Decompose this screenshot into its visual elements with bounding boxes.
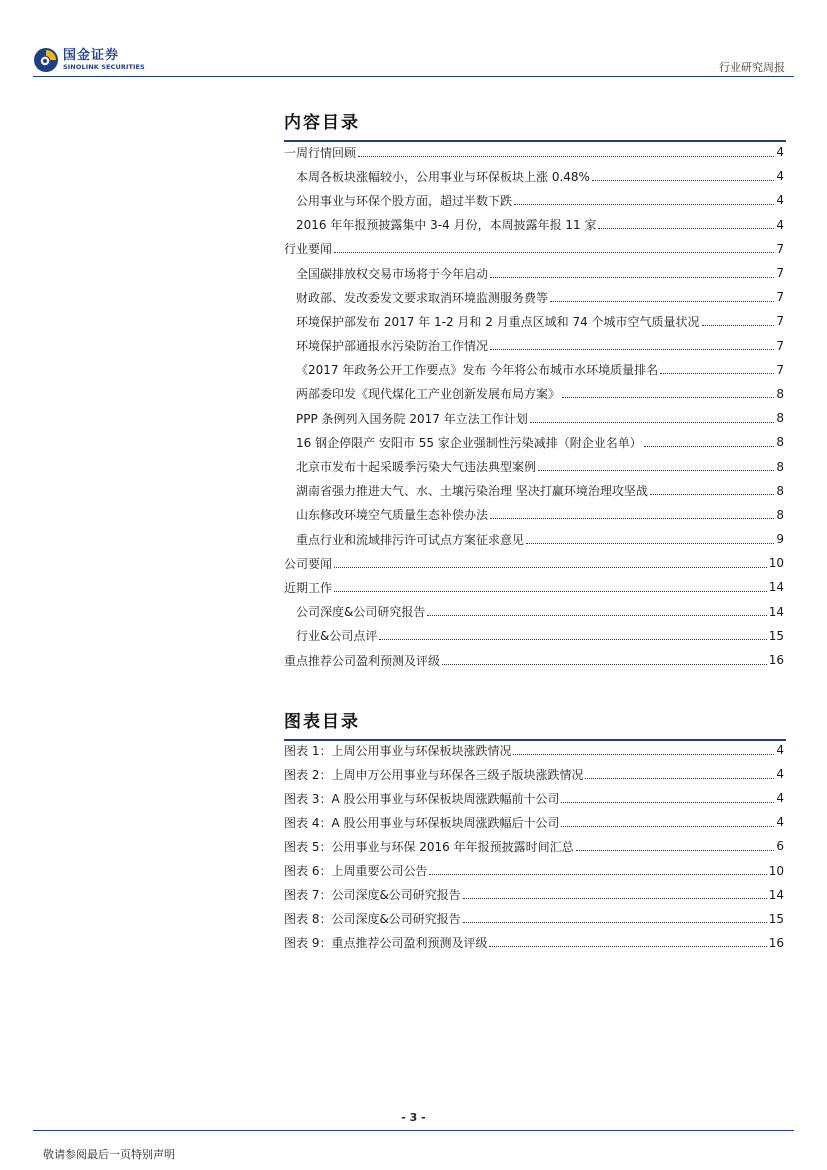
toc-entry-page: 10: [768, 863, 784, 878]
toc-entry-page: 7: [776, 241, 784, 256]
toc-entry-text: 图表 4：A 股公用事业与环保板块周涨跌幅后十公司: [284, 815, 560, 830]
toc-entry-page: 4: [776, 193, 784, 208]
dot-leader: [513, 754, 774, 755]
toc-entry-page: 16: [768, 653, 784, 668]
dot-leader: [530, 422, 775, 423]
toc-entry-text: 公用事业与环保个股方面，超过半数下跌: [296, 193, 513, 208]
toc-entry-page: 8: [776, 411, 784, 426]
toc-entry-page: 8: [776, 483, 784, 498]
dot-leader: [550, 301, 774, 302]
dot-leader: [490, 349, 774, 350]
toc-entry-text: 环境保护部通报水污染防治工作情况: [296, 339, 489, 354]
toc-entry-page: 14: [768, 604, 784, 619]
toc-entry[interactable]: [284, 454, 784, 478]
dot-leader: [490, 518, 774, 519]
toc-entry[interactable]: [284, 140, 784, 164]
toc-entry[interactable]: [284, 786, 784, 810]
toc-entry-text: 公司要闻: [284, 556, 333, 571]
toc-entry[interactable]: [284, 285, 784, 309]
dot-leader: [463, 898, 767, 899]
toc-entry-page: 10: [768, 556, 784, 571]
toc-entry-text: 环境保护部发布 2017 年 1-2 月和 2 月重点区域和 74 个城市空气质量状况: [296, 314, 700, 329]
toc-entry-page: 4: [776, 217, 784, 232]
dot-leader: [379, 639, 766, 640]
toc-entry-text: 2016 年年报预披露集中 3-4 月份，本周披露年报 11 家: [296, 218, 597, 233]
report-type: 行业研究周报: [719, 61, 785, 74]
dot-leader: [650, 494, 775, 495]
toc-entry[interactable]: [284, 931, 784, 955]
toc-entry-text: 湖南省强力推进大气、水、土壤污染治理 坚决打赢环境治理攻坚战: [296, 484, 648, 499]
toc-entry[interactable]: [284, 834, 784, 858]
figures-list: [284, 738, 784, 955]
dot-leader: [358, 156, 774, 157]
dot-leader: [598, 228, 774, 229]
toc-entry[interactable]: [284, 527, 784, 551]
company-name-cn: 国金证券: [63, 48, 120, 64]
toc-entry[interactable]: [284, 575, 784, 599]
toc-entry-text: 图表 8：公司深度&公司研究报告: [284, 912, 461, 927]
toc-entry-page: 4: [776, 791, 784, 806]
toc-entry-page: 8: [776, 507, 784, 522]
toc-entry-text: PPP 条例列入国务院 2017 年立法工作计划: [296, 411, 528, 426]
footer-divider: [33, 1130, 794, 1131]
dot-leader: [334, 567, 767, 568]
dot-leader: [538, 470, 774, 471]
toc-entry[interactable]: [284, 358, 784, 382]
toc-entry[interactable]: [284, 551, 784, 575]
toc-entry-text: 公司深度&公司研究报告: [296, 605, 426, 620]
toc-entry-text: 图表 5：公用事业与环保 2016 年年报预披露时间汇总: [284, 839, 574, 854]
toc-entry-page: 16: [768, 935, 784, 950]
toc-entry[interactable]: [284, 624, 784, 648]
toc-entry-page: 9: [776, 532, 784, 547]
dot-leader: [427, 615, 766, 616]
dot-leader: [489, 946, 766, 947]
toc-entry-text: 图表 6：上周重要公司公告: [284, 864, 428, 879]
contents-title: 内容目录: [284, 113, 360, 133]
toc-entry[interactable]: [284, 237, 784, 261]
toc-entry-text: 重点行业和流域排污许可试点方案征求意见: [296, 532, 525, 547]
dot-leader: [585, 778, 774, 779]
toc-entry-page: 7: [776, 266, 784, 281]
toc-entry-page: 14: [768, 580, 784, 595]
toc-entry[interactable]: [284, 907, 784, 931]
toc-entry-page: 7: [776, 314, 784, 329]
contents-list: [284, 140, 784, 672]
toc-entry-page: 8: [776, 459, 784, 474]
toc-entry-text: 图表 2：上周申万公用事业与环保各三级子版块涨跌情况: [284, 767, 584, 782]
dot-leader: [334, 252, 774, 253]
toc-entry-page: 15: [768, 628, 784, 643]
dot-leader: [526, 543, 774, 544]
toc-entry-text: 图表 9：重点推荐公司盈利预测及评级: [284, 936, 488, 951]
toc-entry-page: 15: [768, 911, 784, 926]
toc-entry-text: 《2017 年政务公开工作要点》发布 今年将公布城市水环境质量排名: [296, 363, 659, 378]
toc-entry[interactable]: [284, 334, 784, 358]
toc-entry-text: 北京市发布十起采暖季污染大气违法典型案例: [296, 460, 537, 475]
toc-entry-text: 行业要闻: [284, 242, 333, 257]
toc-entry-page: 7: [776, 362, 784, 377]
company-name-en: SINOLINK SECURITIES: [63, 63, 145, 72]
dot-leader: [561, 802, 774, 803]
toc-entry[interactable]: [284, 261, 784, 285]
toc-entry-text: 图表 3：A 股公用事业与环保板块周涨跌幅前十公司: [284, 791, 560, 806]
toc-entry-text: 本周各板块涨幅较小，公用事业与环保板块上涨 0.48%: [296, 169, 590, 184]
dot-leader: [592, 180, 774, 181]
toc-entry[interactable]: [284, 382, 784, 406]
toc-entry[interactable]: [284, 648, 784, 672]
toc-entry[interactable]: [284, 738, 784, 762]
dot-leader: [442, 664, 767, 665]
dot-leader: [334, 591, 767, 592]
toc-entry-text: 山东修改环境空气质量生态补偿办法: [296, 508, 489, 523]
company-logo: [33, 47, 145, 73]
toc-entry[interactable]: [284, 164, 784, 188]
toc-entry[interactable]: [284, 883, 784, 907]
toc-entry-text: 行业&公司点评: [296, 629, 378, 644]
dot-leader: [562, 397, 774, 398]
toc-entry-text: 一周行情回顾: [284, 145, 357, 160]
page-number: - 3 -: [401, 1111, 426, 1124]
toc-entry-text: 重点推荐公司盈利预测及评级: [284, 653, 441, 668]
toc-entry[interactable]: [284, 309, 784, 333]
figures-title: 图表目录: [284, 712, 360, 732]
dot-leader: [660, 373, 774, 374]
toc-entry-text: 两部委印发《现代煤化工产业创新发展布局方案》: [296, 387, 561, 402]
toc-entry-text: 图表 1：上周公用事业与环保板块涨跌情况: [284, 743, 512, 758]
toc-entry-text: 财政部、发改委发文要求取消环境监测服务费等: [296, 290, 549, 305]
dot-leader: [644, 446, 775, 447]
toc-entry[interactable]: [284, 213, 784, 237]
toc-entry-page: 8: [776, 386, 784, 401]
dot-leader: [561, 826, 774, 827]
toc-entry-page: 4: [776, 169, 784, 184]
toc-entry-text: 全国碳排放权交易市场将于今年启动: [296, 266, 489, 281]
dot-leader: [514, 204, 774, 205]
toc-entry-text: 近期工作: [284, 580, 333, 595]
toc-entry[interactable]: [284, 858, 784, 882]
toc-entry-page: 4: [776, 767, 784, 782]
toc-entry-page: 8: [776, 435, 784, 450]
toc-entry-text: 图表 7：公司深度&公司研究报告: [284, 888, 461, 903]
toc-entry[interactable]: [284, 430, 784, 454]
toc-entry[interactable]: [284, 503, 784, 527]
toc-entry-page: 4: [776, 815, 784, 830]
toc-entry[interactable]: [284, 406, 784, 430]
toc-entry[interactable]: [284, 479, 784, 503]
toc-entry-page: 4: [776, 743, 784, 758]
toc-entry[interactable]: [284, 600, 784, 624]
disclaimer: 敬请参阅最后一页特别声明: [43, 1148, 175, 1161]
dot-leader: [702, 325, 775, 326]
toc-entry[interactable]: [284, 188, 784, 212]
header-divider: [33, 76, 794, 77]
toc-entry[interactable]: [284, 810, 784, 834]
toc-entry-page: 14: [768, 887, 784, 902]
dot-leader: [429, 874, 766, 875]
sinolink-logo-icon: [33, 47, 59, 73]
dot-leader: [576, 850, 775, 851]
dot-leader: [463, 922, 767, 923]
dot-leader: [490, 277, 774, 278]
toc-entry-page: 7: [776, 338, 784, 353]
toc-entry-page: 7: [776, 290, 784, 305]
toc-entry[interactable]: [284, 762, 784, 786]
toc-entry-page: 4: [776, 145, 784, 160]
page-header: [0, 0, 827, 80]
toc-entry-page: 6: [776, 839, 784, 854]
toc-entry-text: 16 钢企停限产 安阳市 55 家企业强制性污染减排（附企业名单）: [296, 435, 642, 450]
